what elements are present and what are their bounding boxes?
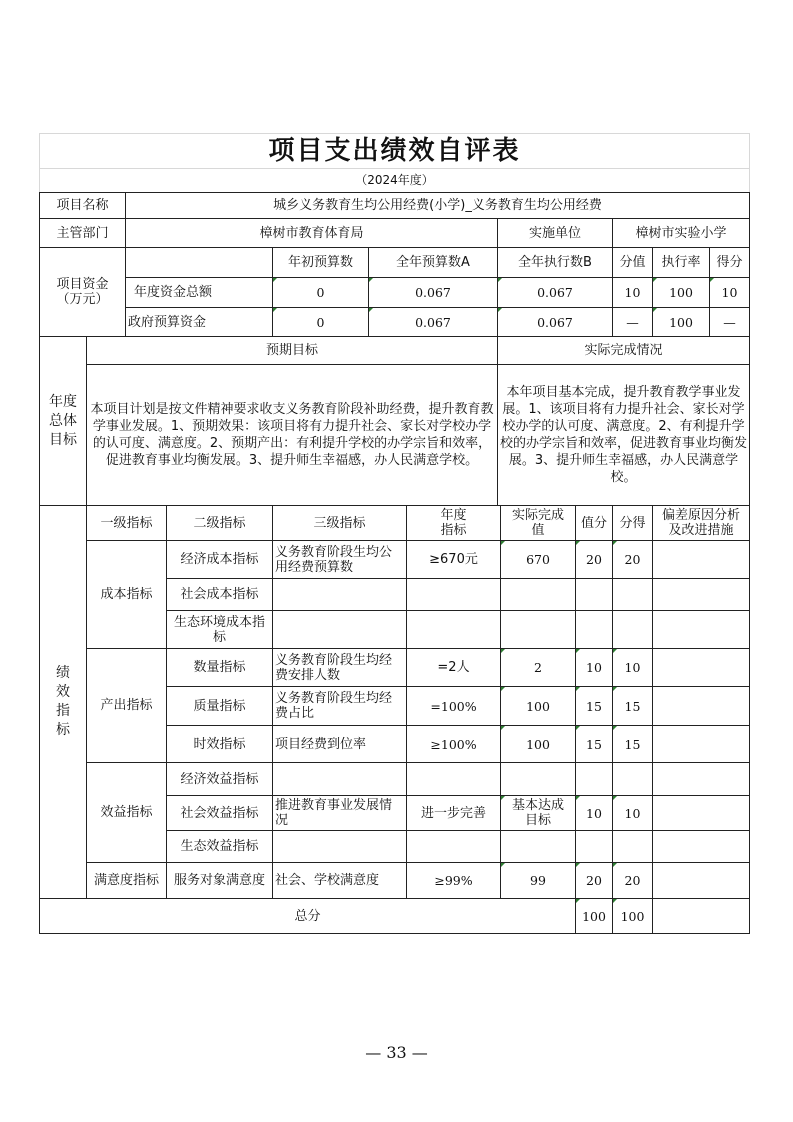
ind-header-note: 偏差原因分析及改进措施 [652,505,750,541]
funds-header-budget: 全年预算数A [368,247,498,278]
indicator-note-cell [652,725,750,763]
total-note [652,898,750,934]
indicator-score-cell: 20 [612,540,653,579]
total-label: 总分 [39,898,576,934]
indicator-score-cell: 10 [612,648,653,687]
indicator-l2-cell: 时效指标 [166,725,273,763]
indicator-target-cell [406,610,501,649]
indicator-l3-cell: 推进教育事业发展情况 [272,795,407,831]
indicator-score-cell [612,578,653,611]
funds-row-initial: 0 [272,307,369,337]
indicator-score-cell: 15 [612,725,653,763]
indicator-note-cell [652,795,750,831]
indicator-l3-cell: 社会、学校满意度 [272,862,407,899]
indicator-target-cell [406,578,501,611]
actual-goal-header: 实际完成情况 [497,336,750,365]
total-weight: 100 [575,898,613,934]
indicator-weight-cell: 10 [575,648,613,687]
indicator-l2-cell: 数量指标 [166,648,273,687]
indicator-l2-cell: 生态环境成本指标 [166,610,273,649]
indicator-l3-cell: 义务教育阶段生均公用经费预算数 [272,540,407,579]
impl-unit-value: 樟树市实验小学 [612,218,750,248]
indicator-score-cell: 15 [612,686,653,726]
indicator-note-cell [652,540,750,579]
indicator-actual-cell [500,830,576,863]
indicator-note-cell [652,830,750,863]
dept-value: 樟树市教育体育局 [125,218,498,248]
funds-row-initial: 0 [272,277,369,308]
funds-row-rate: 100 [652,307,710,337]
indicator-target-cell: ≥670元 [406,540,501,579]
indicator-target-cell: ≥99% [406,862,501,899]
level1-output: 产出指标 [86,648,167,763]
expected-goal-text: 本项目计划是按文件精神要求收支义务教育阶段补助经费，提升教育教学事业发展。1、预期效果：该项目将有力提升社会、家长对学校办学的认可度、满意度。2、预期产出：有利提升学校的办学宗旨和效率，促进教育事业均衡发展。3、提升师生幸福感，办人民满意学校。 [86,364,498,506]
level1-benefit: 效益指标 [86,762,167,863]
level1-satisfaction: 满意度指标 [86,862,167,899]
ind-header-l2: 二级指标 [166,505,273,541]
dept-label: 主管部门 [39,218,126,248]
indicator-l2-cell: 服务对象满意度 [166,862,273,899]
indicator-l3-cell [272,578,407,611]
indicator-l3-cell [272,762,407,796]
indicator-actual-cell: 2 [500,648,576,687]
indicator-l3-cell: 义务教育阶段生均经费安排人数 [272,648,407,687]
funds-row-name: 年度资金总额 [125,277,273,308]
funds-header-initial: 年初预算数 [272,247,369,278]
indicator-l3-cell: 项目经费到位率 [272,725,407,763]
indicator-note-cell [652,578,750,611]
indicator-actual-cell: 100 [500,686,576,726]
project-name-label: 项目名称 [39,192,126,219]
funds-row-score: 10 [709,277,750,308]
ind-header-l1: 一级指标 [86,505,167,541]
indicator-weight-cell: 20 [575,540,613,579]
indicator-actual-cell [500,578,576,611]
indicator-actual-cell: 基本达成目标 [500,795,576,831]
goals-label [39,336,87,506]
indicator-l2-cell: 社会成本指标 [166,578,273,611]
indicator-l2-cell: 经济成本指标 [166,540,273,579]
indicator-weight-cell: 15 [575,686,613,726]
indicator-weight-cell [575,830,613,863]
funds-row-score: — [709,307,750,337]
expected-goal-header: 预期目标 [86,336,498,365]
indicator-target-cell: 进一步完善 [406,795,501,831]
page-number: — 33 — [365,1043,428,1062]
funds-header-weight: 分值 [612,247,653,278]
indicator-l2-cell: 生态效益指标 [166,830,273,863]
indicator-note-cell [652,862,750,899]
actual-goal-text: 本年项目基本完成，提升教育教学事业发展。1、该项目将有力提升社会、家长对学校办学的认可度、满意度。2、有利提升学校的办学宗旨和效率，促进教育事业均衡发展。3、提升师生幸福感，办人民满意学校。 [497,364,750,506]
funds-row-rate: 100 [652,277,710,308]
indicator-weight-cell: 20 [575,862,613,899]
indicator-actual-cell: 100 [500,725,576,763]
ind-header-target: 年度指标 [406,505,501,541]
indicator-note-cell [652,686,750,726]
funds-label: 项目资金（万元） [39,247,126,337]
indicator-target-cell [406,762,501,796]
funds-row-budget: 0.067 [368,307,498,337]
indicator-score-cell: 20 [612,862,653,899]
indicator-weight-cell: 10 [575,795,613,831]
indicator-actual-cell [500,762,576,796]
indicator-actual-cell: 670 [500,540,576,579]
indicators-label [39,505,87,899]
indicator-target-cell [406,830,501,863]
project-name: 城乡义务教育生均公用经费(小学)_义务教育生均公用经费 [125,192,750,219]
indicator-l2-cell: 质量指标 [166,686,273,726]
ind-header-weight: 值分 [575,505,613,541]
indicator-l3-cell: 义务教育阶段生均经费占比 [272,686,407,726]
funds-row-executed: 0.067 [497,277,613,308]
funds-header-rate: 执行率 [652,247,710,278]
funds-header-executed: 全年执行数B [497,247,613,278]
indicator-weight-cell: 15 [575,725,613,763]
indicator-score-cell [612,610,653,649]
indicator-score-cell [612,830,653,863]
total-score: 100 [612,898,653,934]
indicator-score-cell [612,762,653,796]
indicator-l3-cell [272,830,407,863]
indicator-target-cell: =100% [406,686,501,726]
indicator-score-cell: 10 [612,795,653,831]
funds-header-blank [125,247,273,278]
indicator-target-cell: ≥100% [406,725,501,763]
indicator-weight-cell [575,610,613,649]
goals-label-text: 年度总体目标 [49,393,77,448]
indicator-note-cell [652,610,750,649]
indicator-weight-cell [575,762,613,796]
indicator-note-cell [652,762,750,796]
ind-header-actual: 实际完成值 [500,505,576,541]
indicators-label-text: 绩效指标 [56,665,70,738]
funds-header-score: 得分 [709,247,750,278]
funds-row-weight: — [612,307,653,337]
indicator-actual-cell [500,610,576,649]
ind-header-l3: 三级指标 [272,505,407,541]
level1-cost: 成本指标 [86,540,167,649]
indicator-l2-cell: 社会效益指标 [166,795,273,831]
indicator-note-cell [652,648,750,687]
page-title: 项目支出绩效自评表 [39,133,750,169]
impl-unit-label: 实施单位 [497,218,613,248]
indicator-target-cell: =2人 [406,648,501,687]
indicator-actual-cell: 99 [500,862,576,899]
funds-row-executed: 0.067 [497,307,613,337]
funds-row-name: 政府预算资金 [125,307,273,337]
funds-row-weight: 10 [612,277,653,308]
funds-row-budget: 0.067 [368,277,498,308]
indicator-l3-cell [272,610,407,649]
report-year: （2024年度） [39,168,750,193]
indicator-l2-cell: 经济效益指标 [166,762,273,796]
indicator-weight-cell [575,578,613,611]
ind-header-score: 分得 [612,505,653,541]
